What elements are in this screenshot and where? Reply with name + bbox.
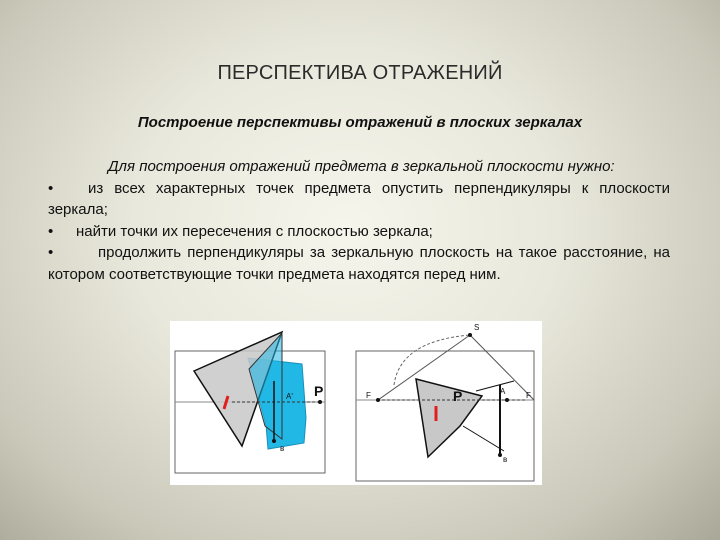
point-f-left-dot	[376, 398, 380, 402]
bullet-symbol: •	[48, 179, 54, 197]
label-a-prime: A'	[286, 392, 293, 401]
label-p: P	[453, 388, 463, 404]
label-f-right: F	[526, 391, 531, 400]
reflection-bottom-line	[463, 426, 504, 451]
intro-paragraph: Для построения отражений предмета в зеркальной плоскости нужно:	[108, 158, 615, 175]
bullet-item-2	[48, 221, 670, 243]
point-s-dot	[468, 333, 472, 337]
bullet-text-1: из всех характерных точек предмета опустить перпендикуляры к плоскости зеркала;	[48, 179, 670, 218]
label-f-left: F	[366, 391, 371, 400]
diagram-panel	[170, 321, 542, 485]
bullet-text-3: продолжить перпендикуляры за зеркальную плоскость на такое расстояние, на котором соответствующие точки предмета находятся перед ним.	[48, 244, 670, 283]
bullet-symbol: •	[48, 222, 54, 240]
bullet-item-3	[48, 242, 670, 285]
bullet-symbol: •	[48, 244, 54, 261]
label-b: в	[503, 455, 508, 464]
slide-title: ПЕРСПЕКТИВА ОТРАЖЕНИЙ	[217, 62, 503, 84]
reflection-top-line	[476, 381, 514, 391]
point-a-dot	[505, 398, 509, 402]
body-text	[48, 156, 670, 285]
label-s: S	[474, 323, 480, 332]
left-figure	[175, 332, 325, 473]
reflection-diagram	[170, 321, 542, 485]
object-trapezoid	[416, 379, 482, 457]
label-p: P	[314, 383, 324, 399]
label-a: A	[500, 387, 506, 396]
slide-subtitle: Построение перспективы отражений в плоских зеркалах	[137, 114, 583, 131]
label-b: в	[280, 444, 285, 453]
point-b-dot	[272, 439, 276, 443]
bullet-text-2: найти точки их пересечения с плоскостью зеркала;	[76, 222, 433, 240]
point-p-dot	[318, 400, 322, 404]
right-figure	[356, 323, 534, 481]
bullet-item-1	[48, 178, 670, 221]
point-b-right-dot	[498, 453, 502, 457]
